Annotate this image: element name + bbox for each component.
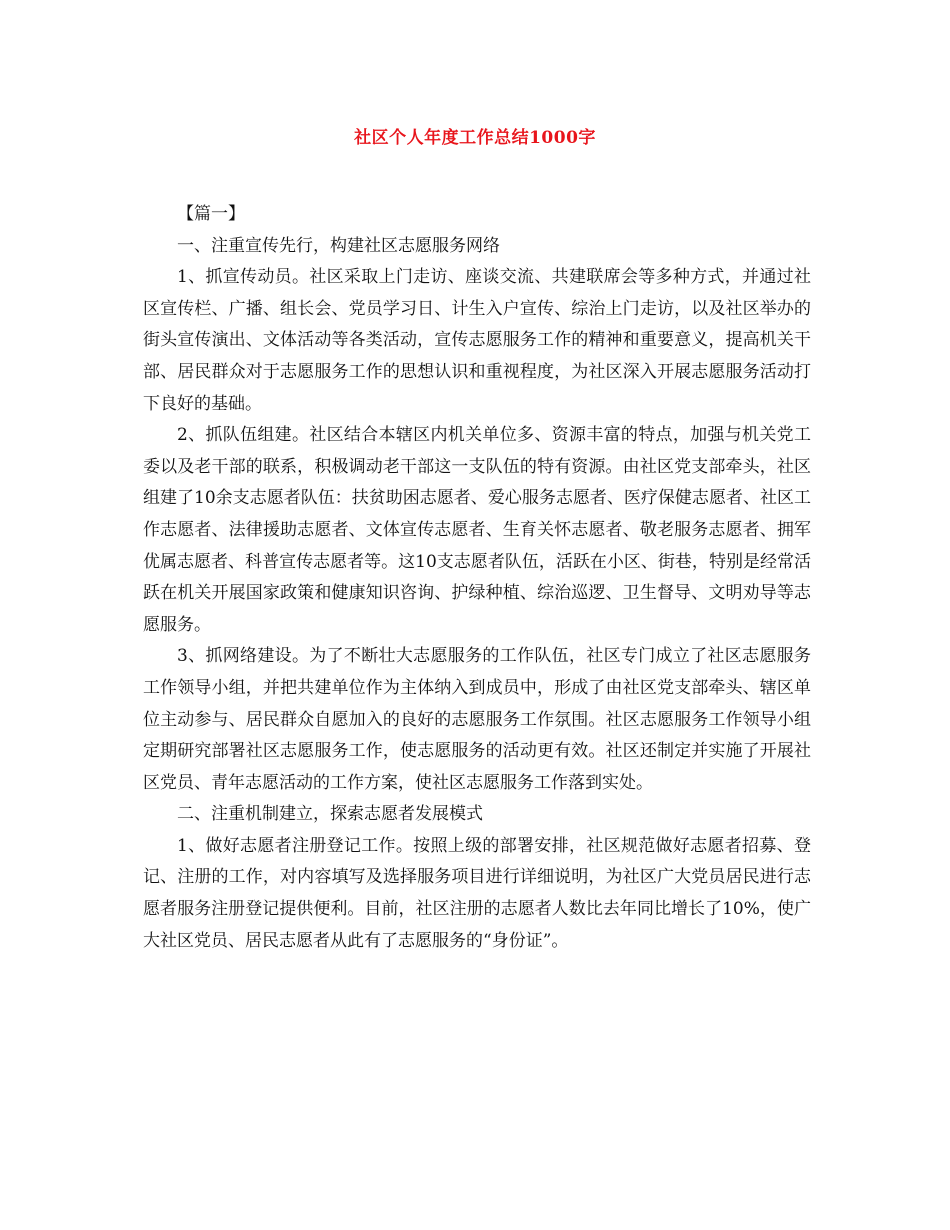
section-heading-part-one: 【篇一】 [177,204,245,224]
section-heading-publicity: 一、注重宣传先行，构建社区志愿服务网络 [177,235,500,256]
paragraph-publicity-mobilization: 1、抓宣传动员。社区采取上门走访、座谈交流、共建联席会等多种方式，并通过社区宣传栏、广播、组长会、党员学习日、计生入户宣传、综治上门走访，以及社区举办的街头宣传演出、文体活动等各类活动，宣传志愿服务工作的精神和重要意义，提高机关干部、居民群众对于志愿服务工作的思想认识和重视程度，为社区深入开展志愿服务活动打下良好的基础。 [143,267,811,414]
document-title: 社区个人年度工作总结1000字 [354,128,596,148]
document-body [143,199,811,957]
paragraph-volunteer-registration: 1、做好志愿者注册登记工作。按照上级的部署安排，社区规范做好志愿者招募、登记、注册的工作，对内容填写及选择服务项目进行详细说明，为社区广大党员居民进行志愿者服务注册登记提供便利。目前，社区注册的志愿者人数比去年同比增长了10%，使广大社区党员、居民志愿者从此有了志愿服务的“身份证”。 [143,835,811,951]
section-heading-mechanism: 二、注重机制建立，探索志愿者发展模式 [177,804,483,825]
paragraph-team-building: 2、抓队伍组建。社区结合本辖区内机关单位多、资源丰富的特点，加强与机关党工委以及老干部的联系，积极调动老干部这一支队伍的特有资源。由社区党支部牵头，社区组建了10余支志愿者队伍：扶贫助困志愿者、爱心服务志愿者、医疗保健志愿者、社区工作志愿者、法律援助志愿者、文体宣传志愿者、生育关怀志愿者、敬老服务志愿者、拥军优属志愿者、科普宣传志愿者等。这10支志愿者队伍，活跃在小区、街巷，特别是经常活跃在机关开展国家政策和健康知识咨询、护绿种植、综治巡逻、卫生督导、文明劝导等志愿服务。 [143,425,811,635]
paragraph-network-building: 3、抓网络建设。为了不断壮大志愿服务的工作队伍，社区专门成立了社区志愿服务工作领导小组，并把共建单位作为主体纳入到成员中，形成了由社区党支部牵头、辖区单位主动参与、居民群众自愿加入的良好的志愿服务工作氛围。社区志愿服务工作领导小组定期研究部署社区志愿服务工作，使志愿服务的活动更有效。社区还制定并实施了开展社区党员、青年志愿活动的工作方案，使社区志愿服务工作落到实处。 [143,646,811,793]
